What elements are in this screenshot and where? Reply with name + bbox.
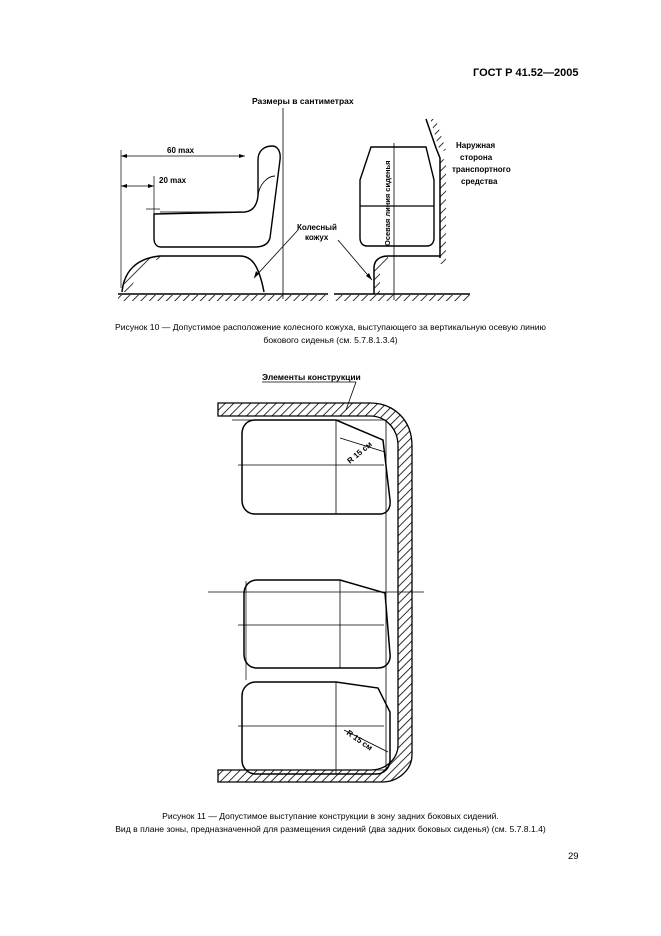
outer-side-label-1: Наружная (456, 141, 496, 150)
standard-number: ГОСТ Р 41.52—2005 (473, 67, 579, 79)
side-seat-right (360, 147, 434, 246)
rear-seat-3 (242, 682, 390, 774)
dimensions-note: Размеры в сантиметрах (252, 96, 354, 106)
figure-10-drawing (0, 0, 661, 315)
wheel-housing-label-2: кожух (305, 233, 329, 242)
outer-side-label-4: средства (461, 177, 498, 186)
side-seat-left (154, 146, 280, 247)
radius-label-bottom: R 15 см (344, 728, 375, 753)
wheel-housing-label-1: Колесный (297, 223, 337, 232)
figure-10-caption-2: бокового сиденья (см. 5.7.8.1.3.4) (263, 335, 398, 345)
dim-label-20: 20 max (159, 176, 187, 185)
outer-side-label-2: сторона (460, 153, 493, 162)
page-number: 29 (568, 851, 579, 862)
rear-seat-2 (244, 580, 390, 668)
figure-11-caption-2: Вид в плане зоны, предназначенной для размещения сидений (два задних боковых сиденья) (см. 5.7.8.1.4) (115, 824, 546, 834)
rear-seat-1 (242, 420, 390, 514)
seat-axis-label: Осевая линия сиденья (383, 160, 392, 246)
structure-elements-label: Элементы конструкции (262, 372, 361, 382)
dim-label-60: 60 max (167, 146, 195, 155)
radius-label-top: R 15 см (345, 439, 374, 466)
outer-side-label-3: транспортного (452, 165, 511, 174)
figure-11-caption-1: Рисунок 11 — Допустимое выступание конструкции в зону задних боковых сидений. (162, 811, 499, 821)
figure-10-caption-1: Рисунок 10 — Допустимое расположение колесного кожуха, выступающего за вертикальную осевую линию (115, 322, 546, 332)
figure-11-drawing (0, 360, 661, 805)
